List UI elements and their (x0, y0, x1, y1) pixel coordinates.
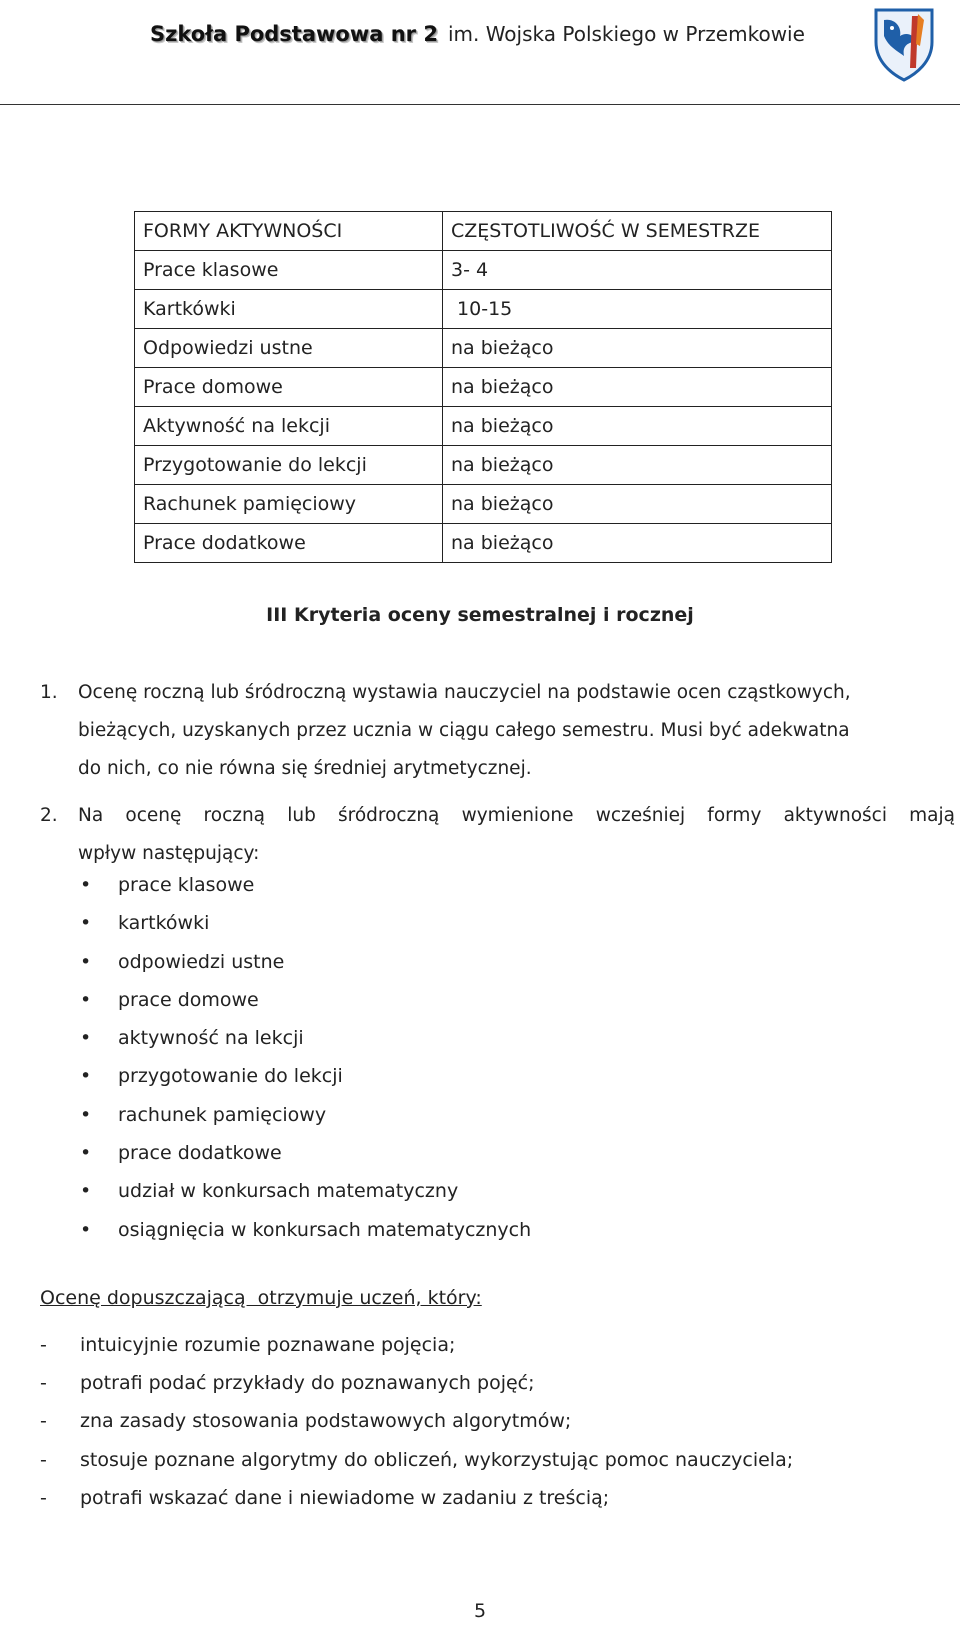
paragraph-line: wpływ następujący: (78, 843, 260, 864)
list-item-text: aktywność na lekcji (118, 1027, 304, 1050)
section-title: III Kryteria oceny semestralnej i rocznej (266, 604, 694, 626)
table-row (135, 251, 832, 290)
list-item (40, 1326, 793, 1364)
list-item-text: intuicyjnie rozumie poznawane pojęcia; (80, 1334, 456, 1356)
school-crest-icon (872, 6, 936, 82)
paragraph-line: Ocenę roczną lub śródroczną wystawia nauczyciel na podstawie ocen cząstkowych, (78, 682, 851, 703)
table-cell-frequency: na bieżąco (443, 524, 832, 563)
list-item-text: odpowiedzi ustne (118, 950, 285, 973)
paragraph-line: bieżących, uzyskanych przez ucznia w ciągu całego semestru. Musi być adekwatna (78, 720, 850, 741)
list-item (80, 943, 531, 981)
list-item-text: osiągnięcia w konkursach matematycznych (118, 1218, 532, 1241)
list-item (40, 1364, 793, 1402)
table-cell-form: Prace dodatkowe (135, 524, 443, 563)
table-row (135, 485, 832, 524)
paragraph-number: 1. (40, 682, 58, 703)
table-row (135, 446, 832, 485)
list-item (80, 904, 531, 942)
list-item (80, 981, 531, 1019)
table-cell-frequency: 10-15 (443, 290, 832, 329)
table-row (135, 329, 832, 368)
paragraph-2 (40, 797, 955, 873)
table-cell-form: Przygotowanie do lekcji (135, 446, 443, 485)
list-item (80, 1172, 531, 1210)
paragraph-number: 2. (40, 805, 58, 826)
table-row (135, 368, 832, 407)
page-header (150, 22, 805, 54)
list-item-text: kartkówki (118, 912, 210, 935)
page-number: 5 (473, 1600, 487, 1622)
paragraph-line: Na ocenę roczną lub śródroczną wymienione wcześniej formy aktywności mają (78, 805, 955, 826)
list-item (40, 1479, 793, 1517)
table-cell-form: Rachunek pamięciowy (135, 485, 443, 524)
table-cell-form: Aktywność na lekcji (135, 407, 443, 446)
list-item (80, 1019, 531, 1057)
school-name: Szkoła Podstawowa nr 2 (150, 22, 438, 46)
paragraph-1 (40, 674, 960, 788)
bullet-icon: • (80, 1142, 92, 1165)
list-item-text: potrafi podać przykłady do poznawanych pojęć; (80, 1372, 535, 1395)
table-header-cell: FORMY AKTYWNOŚCI (135, 212, 443, 251)
dash-icon: - (40, 1448, 47, 1471)
table-cell-frequency: 3- 4 (443, 251, 832, 290)
criteria-list (40, 1326, 793, 1517)
list-item (80, 866, 531, 904)
list-item-text: potrafi wskazać dane i niewiadome w zadaniu z treścią; (80, 1486, 610, 1509)
list-item-text: przygotowanie do lekcji (118, 1065, 343, 1088)
bullet-icon: • (80, 1180, 92, 1203)
list-item (80, 1211, 531, 1249)
list-item-text: prace domowe (118, 988, 259, 1011)
school-patron: im. Wojska Polskiego w Przemkowie (447, 22, 805, 46)
list-item-text: prace dodatkowe (118, 1142, 282, 1165)
list-item (80, 1134, 531, 1172)
table-header-row (135, 212, 832, 251)
table-cell-frequency: na bieżąco (443, 407, 832, 446)
paragraph-line: do nich, co nie równa się średniej arytmetycznej. (78, 758, 532, 779)
list-item-text: prace klasowe (118, 874, 255, 896)
table-cell-frequency: na bieżąco (443, 329, 832, 368)
list-item-text: zna zasady stosowania podstawowych algorytmów; (80, 1410, 572, 1433)
activity-table (134, 211, 832, 563)
table-cell-frequency: na bieżąco (443, 446, 832, 485)
list-item-text: udział w konkursach matematyczny (118, 1180, 459, 1203)
bullet-icon: • (80, 950, 92, 973)
table-cell-form: Kartkówki (135, 290, 443, 329)
table-row (135, 407, 832, 446)
table-cell-form: Prace domowe (135, 368, 443, 407)
table-cell-frequency: na bieżąco (443, 485, 832, 524)
table-row (135, 290, 832, 329)
table-cell-frequency: na bieżąco (443, 368, 832, 407)
list-item (80, 1057, 531, 1095)
bullet-list (80, 866, 531, 1249)
grade-heading: Ocenę dopuszczającą otrzymuje uczeń, który: (40, 1287, 482, 1309)
bullet-icon: • (80, 988, 92, 1011)
list-item (40, 1402, 793, 1440)
list-item (80, 1096, 531, 1134)
table-cell-form: Odpowiedzi ustne (135, 329, 443, 368)
bullet-icon: • (80, 1065, 92, 1088)
bullet-icon: • (80, 874, 92, 896)
bullet-icon: • (80, 912, 92, 935)
dash-icon: - (40, 1486, 47, 1509)
dash-icon: - (40, 1410, 47, 1433)
bullet-icon: • (80, 1027, 92, 1050)
bullet-icon: • (80, 1218, 92, 1241)
bullet-icon: • (80, 1103, 92, 1126)
list-item (40, 1441, 793, 1479)
table-row (135, 524, 832, 563)
list-item-text: rachunek pamięciowy (118, 1103, 327, 1126)
dash-icon: - (40, 1372, 47, 1395)
header-divider (0, 104, 960, 105)
dash-icon: - (40, 1334, 47, 1356)
table-cell-form: Prace klasowe (135, 251, 443, 290)
list-item-text: stosuje poznane algorytmy do obliczeń, wykorzystując pomoc nauczyciela; (80, 1448, 794, 1471)
table-header-cell: CZĘSTOTLIWOŚĆ W SEMESTRZE (443, 212, 832, 251)
